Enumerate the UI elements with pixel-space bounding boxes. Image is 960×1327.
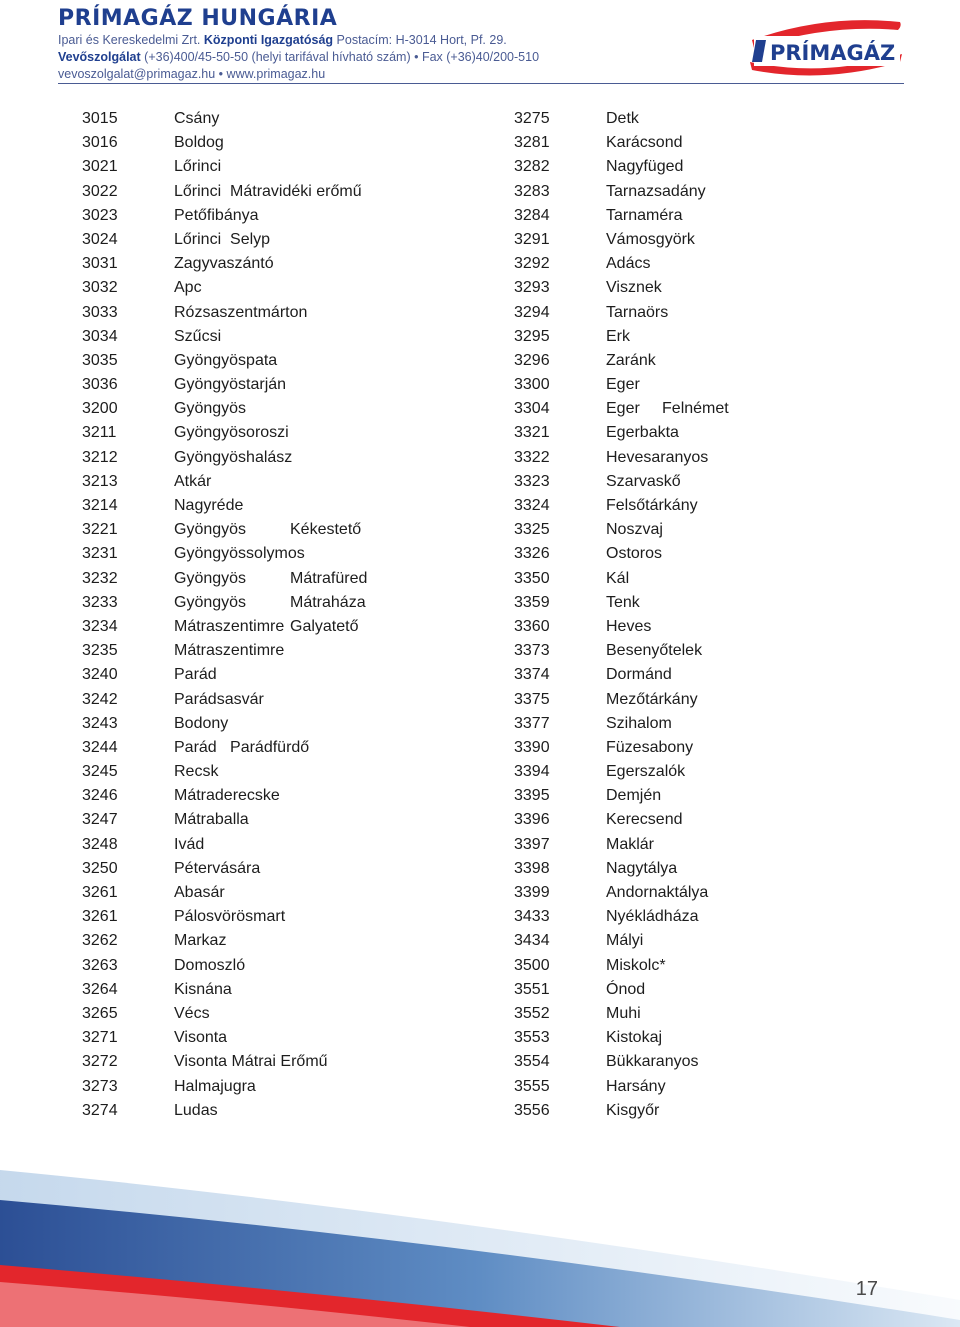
settlement-name: Gyöngyöspata [174,351,278,369]
postcode: 3551 [514,980,550,998]
settlement-name: Boldog [174,134,224,152]
postcode: 3304 [514,400,550,418]
settlement-name: Mátraszentimre [174,642,285,660]
customer-service-label: Vevőszolgálat [58,50,141,64]
company-legal-form: Ipari és Kereskedelmi Zrt. [58,33,204,47]
settlement-name: Parádsasvár [174,690,264,708]
postcode: 3243 [82,714,118,732]
postcode: 3231 [82,545,118,563]
postcode: 3375 [514,690,550,708]
postcode: 3322 [514,448,550,466]
settlement-name: Tarnazsadány [606,182,706,200]
settlement-name: Szihalom [606,714,672,732]
postcode: 3272 [82,1053,118,1071]
settlement-name: Markaz [174,932,227,950]
settlement-name: Szarvaskő [606,472,681,490]
postcode: 3434 [514,932,550,950]
postcode: 3024 [82,230,118,248]
postcode: 3261 [82,884,118,901]
settlement-name: Miskolc* [606,956,666,974]
settlement-name: Vécs [174,1004,210,1022]
postcode: 3296 [514,351,550,369]
postcode: 3033 [82,303,118,321]
primagaz-logo [742,12,908,78]
postcode: 3373 [514,642,550,660]
postcode: 3232 [82,569,118,587]
settlement-name: Lőrinci Selyp [174,230,271,248]
settlement-name: Egerbakta [606,424,679,442]
postcode: 3247 [82,811,118,829]
settlement-name: Szűcsi [174,327,222,345]
postcode: 3262 [82,932,118,950]
settlement-name: Gyöngyössolymos [174,545,305,563]
settlement-name: Lőrinci Mátravidéki erőmű [174,182,362,200]
settlement-name: Besenyőtelek [606,642,703,660]
postcode: 3022 [82,182,118,200]
postcode: 3261 [82,908,118,926]
settlement-name: Hevesaranyos [606,448,709,466]
settlement-name: Gyöngyöshalász [174,448,293,466]
settlement-name: Tarnaörs [606,303,669,321]
settlement-name: Egerszalók [606,763,686,781]
postcode: 3035 [82,351,118,369]
settlement-name: Halmajugra [174,1077,256,1095]
settlement-name: Parád Parádfürdő [174,738,310,756]
settlement-name: Kisgyőr [606,1101,660,1119]
headquarters-label: Központi Igazgatóság [203,33,334,47]
settlement-name: Andornaktálya [606,884,709,901]
postcode: 3212 [82,448,118,466]
settlement-name: Nagyfüged [606,158,684,176]
settlement-name: Mályi [606,932,644,950]
postcode: 3282 [514,158,550,176]
settlement-name: Gyöngyös [174,569,247,587]
postcode: 3398 [514,859,550,877]
settlement-name: Mátraderecske [174,787,280,805]
settlement-name: Kistokaj [606,1029,663,1047]
postcode: 3015 [82,110,118,127]
postcode: 3234 [82,617,118,635]
postcode: 3390 [514,738,550,756]
postcode: 3248 [82,835,118,853]
postcode: 3275 [514,110,550,127]
postcode: 3264 [82,980,118,998]
settlement-name: Apc [174,279,202,297]
settlement-name: Detk [606,110,639,127]
settlement-name: Pétervására [174,859,261,877]
postcode: 3396 [514,811,550,829]
settlement-part: Mátrafüred [290,569,368,587]
postcode: 3500 [514,956,550,974]
postcode: 3034 [82,327,118,345]
settlement-name: Zaránk [606,351,656,369]
settlement-part: Kékestető [290,521,362,539]
settlement-name: Gyöngyös [174,521,247,539]
postcode: 3240 [82,666,118,684]
postcode: 3324 [514,497,550,514]
postcode: 3325 [514,521,550,539]
postcode: 3250 [82,859,118,877]
postcode: 3242 [82,690,118,708]
postcode: 3263 [82,956,118,974]
settlement-name: Gyöngyös [174,400,247,418]
postcode: 3399 [514,884,550,901]
phone-fax: (+36)400/45-50-50 (helyi tarifával hívható szám) • Fax (+36)40/200-510 [140,50,540,64]
postcode: 3374 [514,666,550,684]
postcode: 3036 [82,376,118,394]
settlement-name: Visznek [606,279,662,297]
settlement-name: Dormánd [606,666,672,684]
postcode: 3293 [514,279,550,297]
postcode: 3032 [82,279,118,297]
postcode: 3273 [82,1077,118,1095]
settlement-name: Ludas [174,1101,218,1119]
settlement-name: Eger Felnémet [606,400,729,418]
postcode: 3213 [82,472,118,490]
postcode: 3360 [514,617,550,635]
settlement-name: Gyöngyös [174,593,247,611]
logo-wordmark: PRÍMAGÁZ [770,41,896,65]
postcode: 3394 [514,763,550,781]
page-number: 17 [855,1278,878,1300]
postcode: 3214 [82,497,118,514]
settlement-name: Zagyvaszántó [174,255,274,273]
settlement-name: Vámosgyörk [606,230,695,248]
settlement-name: Gyöngyöstarján [174,376,287,394]
postcode: 3556 [514,1101,550,1119]
settlement-name: Nyékládháza [606,908,699,926]
postcode: 3023 [82,206,118,224]
postcode: 3359 [514,593,550,611]
settlement-name: Mátraszentimre [174,617,285,635]
postcode: 3245 [82,763,118,781]
settlement-name: Domoszló [174,956,246,974]
settlement-name: Recsk [174,763,219,781]
postcode: 3265 [82,1004,118,1022]
settlement-name: Ivád [174,835,205,853]
postcode: 3235 [82,642,118,660]
header-contact-line: vevoszolgalat@primagaz.hu • www.primagaz.hu [58,67,326,81]
settlement-name: Demjén [606,787,662,805]
postcode: 3016 [82,134,118,152]
postcode: 3552 [514,1004,550,1022]
postcode: 3553 [514,1029,550,1047]
settlement-name: Bodony [174,714,229,732]
postal-address: Postacím: H-3014 Hort, Pf. 29. [333,33,507,47]
settlement-name: Tenk [606,593,640,611]
settlement-name: Eger [606,376,640,394]
postcode: 3200 [82,400,118,418]
postcode: 3021 [82,158,118,176]
postcode: 3321 [514,424,550,442]
settlement-name: Mezőtárkány [606,690,698,708]
settlement-name: Ostoros [606,545,663,563]
postcode: 3233 [82,593,118,611]
settlement-name: Abasár [174,884,225,901]
postcode: 3323 [514,472,550,490]
postcode: 3377 [514,714,550,732]
settlement-name: Karácsond [606,134,683,152]
postcode: 3433 [514,908,550,926]
settlement-name: Heves [606,617,652,635]
postcode: 3283 [514,182,550,200]
settlement-name: Visonta Mátrai Erőmű [174,1053,328,1071]
company-name: PRÍMAGÁZ HUNGÁRIA [58,6,338,31]
settlement-name: Nagyréde [174,497,244,514]
settlement-name: Bükkaranyos [606,1053,699,1071]
postcode: 3295 [514,327,550,345]
settlement-name: Tarnaméra [606,206,683,224]
settlement-name: Csány [174,110,220,127]
settlement-name: Ónod [606,980,646,998]
postcode: 3031 [82,255,118,273]
postcode: 3350 [514,569,550,587]
postcode: 3284 [514,206,550,224]
settlement-name: Kisnána [174,980,232,998]
settlement-name: Rózsaszentmárton [174,303,308,321]
settlement-name: Gyöngyösoroszi [174,424,289,442]
postcode: 3271 [82,1029,118,1047]
postcode: 3326 [514,545,550,563]
settlement-name: Mátraballa [174,811,249,829]
postcode: 3397 [514,835,550,853]
settlement-name: Visonta [174,1029,228,1047]
settlement-part: Mátraháza [290,593,366,611]
postcode: 3211 [82,424,117,442]
postcode: 3554 [514,1053,550,1071]
settlement-name: Petőfibánya [174,206,259,224]
settlement-name: Maklár [606,835,655,853]
postcode: 3395 [514,787,550,805]
settlement-name: Muhi [606,1004,641,1022]
settlement-name: Erk [606,327,630,345]
settlement-name: Kál [606,569,630,587]
postcode: 3292 [514,255,550,273]
settlement-name: Kerecsend [606,811,683,829]
settlement-name: Atkár [174,472,212,490]
settlement-name: Füzesabony [606,738,694,756]
postcode: 3274 [82,1101,118,1119]
settlement-name: Felsőtárkány [606,497,698,514]
postcode: 3244 [82,738,118,756]
postcode: 3246 [82,787,118,805]
settlement-name: Noszvaj [606,521,663,539]
header-divider [58,83,904,84]
postcode: 3555 [514,1077,550,1095]
postcode: 3294 [514,303,550,321]
postcode: 3221 [82,521,118,539]
settlement-part: Galyatető [290,617,359,635]
postcode: 3281 [514,134,550,152]
settlement-name: Nagytálya [606,859,678,877]
footer-swoosh-decoration [0,1170,960,1327]
postcode: 3300 [514,376,550,394]
settlement-name: Lőrinci [174,158,222,176]
settlement-name: Adács [606,255,651,273]
postcode: 3291 [514,230,550,248]
settlement-name: Harsány [606,1077,666,1095]
settlement-name: Pálosvörösmart [174,908,286,926]
settlement-name: Parád [174,666,217,684]
